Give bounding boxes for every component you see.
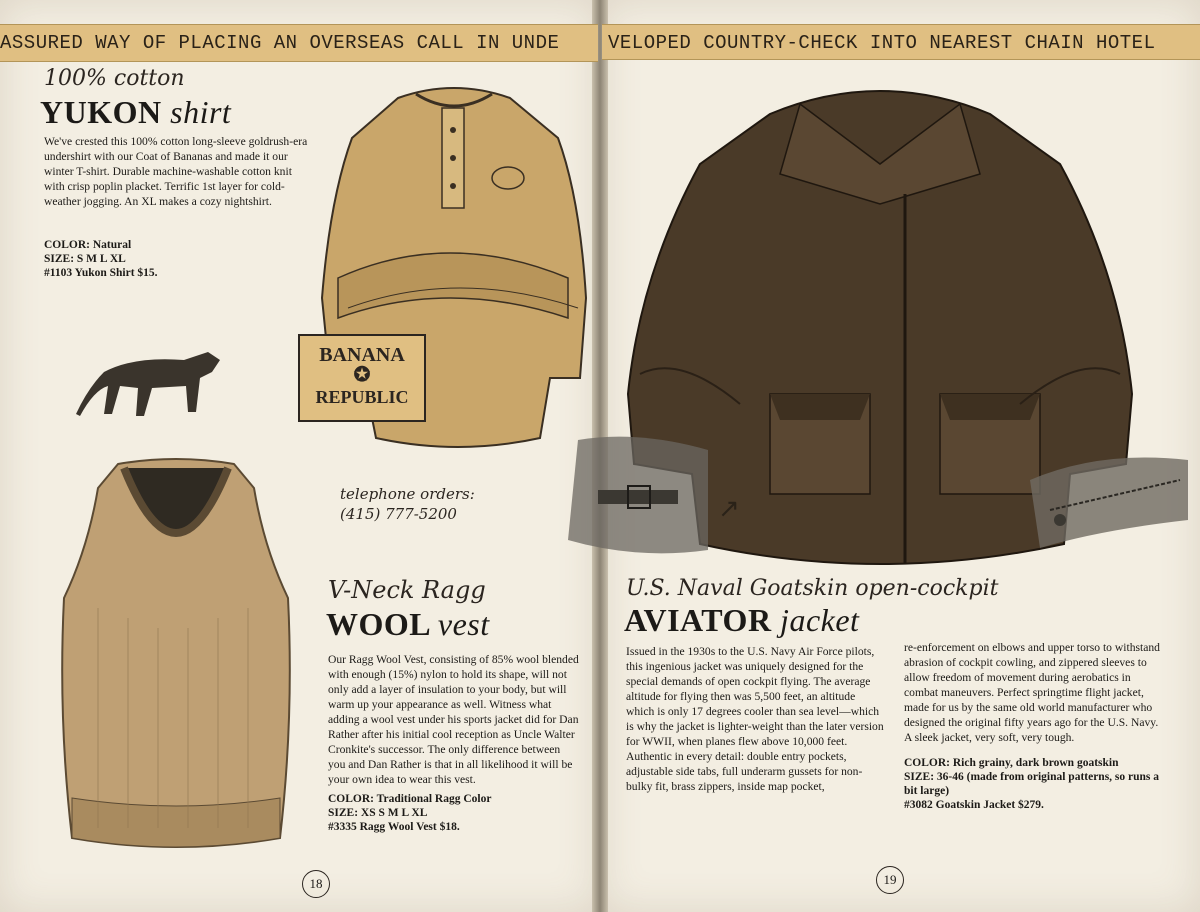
aviator-handwritten-label: U.S. Naval Goatskin open-cockpit: [626, 576, 999, 601]
vest-title-main: WOOL: [326, 606, 430, 642]
vest-size: SIZE: XS S M L XL: [328, 807, 428, 819]
vest-order: #3335 Ragg Wool Vest $18.: [328, 821, 460, 833]
page-number-left: 18: [302, 870, 330, 898]
aviator-title-sub: jacket: [780, 602, 860, 638]
vest-color: COLOR: Traditional Ragg Color: [328, 793, 492, 805]
yukon-color: COLOR: Natural: [44, 239, 132, 251]
cougar-illustration: [74, 342, 226, 424]
yukon-handwritten-label: 100% cotton: [44, 66, 185, 91]
logo-line-republic: REPUBLIC: [315, 387, 409, 407]
yukon-size: SIZE: S M L XL: [44, 253, 126, 265]
yukon-title: [40, 94, 231, 131]
aviator-title: [624, 602, 859, 639]
yukon-order: #1103 Yukon Shirt $15.: [44, 267, 158, 279]
aviator-size: SIZE: 36-46 (made from original patterns, so runs a bit large): [904, 771, 1160, 797]
banana-republic-logo: [298, 334, 426, 422]
banner-right: VELOPED COUNTRY-CHECK INTO NEAREST CHAIN HOTEL: [602, 24, 1200, 60]
vest-specs: [328, 792, 580, 834]
aviator-specs: [904, 756, 1160, 812]
telephone-label: telephone orders:: [340, 485, 475, 503]
yukon-title-sub: shirt: [170, 94, 232, 130]
vest-handwritten-label: V-Neck Ragg: [328, 576, 486, 604]
vest-title-sub: vest: [437, 606, 490, 642]
yukon-title-main: YUKON: [40, 94, 162, 130]
logo-line-banana: BANANA: [319, 344, 405, 366]
aviator-order: #3082 Goatskin Jacket $279.: [904, 799, 1044, 811]
yukon-specs: [44, 238, 304, 280]
sleeve-zipper-detail-illustration: [1020, 440, 1190, 550]
arrow-icon: ↗: [718, 494, 740, 523]
side-tab-detail-illustration: [558, 430, 718, 560]
vest-description: Our Ragg Wool Vest, consisting of 85% wool blended with enough (15%) nylon to hold its shape, will not only add a layer of insulation to your body, but will warm up your appearance as well. Witness what adding a wool vest under his sports jacket did for Dan Rather after his initial cool reception as Uncle Walter Cronkite's successor. The only difference between you and Dan Rather is that in all likelihood it will be your own idea to wear this vest.: [328, 653, 579, 786]
yukon-description: We've crested this 100% cotton long-sleeve goldrush-era undershirt with our Coat of Bananas and made it our winter T-shirt. Durable machine-washable cotton knit with crisp poplin placket. Terrific 1st layer for cold-weather jogging. An XL makes a cozy nightshirt.: [44, 135, 308, 208]
aviator-description-col2: re-enforcement on elbows and upper torso to withstand abrasion of cockpit cowling, and zippered sleeves to allow freedom of movement during aerobatics in combat maneuvers. Perfect springtime flight jacket, made for us by the same old world manufacturer who designed the original fifty years ago for the U.S. Navy. A sleek jacket, very soft, very tough.: [904, 641, 1160, 744]
page-number-right: 19: [876, 866, 904, 894]
banner-left: ASSURED WAY OF PLACING AN OVERSEAS CALL IN UNDE: [0, 24, 598, 62]
aviator-color: COLOR: Rich grainy, dark brown goatskin: [904, 757, 1119, 769]
telephone-number: (415) 777-5200: [340, 505, 457, 523]
aviator-description-col1: Issued in the 1930s to the U.S. Navy Air Force pilots, this ingenious jacket was uniquely designed for the special demands of open cockpit flying. The average altitude for flying then was 5,500 feet, an altitude which is only 17 degrees cooler than sea level—which is why the jacket is lighter-weight than the later version for WWII, when planes flew above 10,000 feet. Authentic in every detail: double entry pockets, adjustable side tabs, full underarm gussets for non-bulky fit, brass zippers, inside map pocket,: [626, 645, 884, 793]
vest-title: [326, 606, 490, 643]
aviator-title-main: AVIATOR: [624, 602, 772, 638]
wool-vest-illustration: [58, 458, 294, 858]
star-icon: ✪: [353, 364, 371, 386]
telephone-orders: [340, 484, 475, 524]
